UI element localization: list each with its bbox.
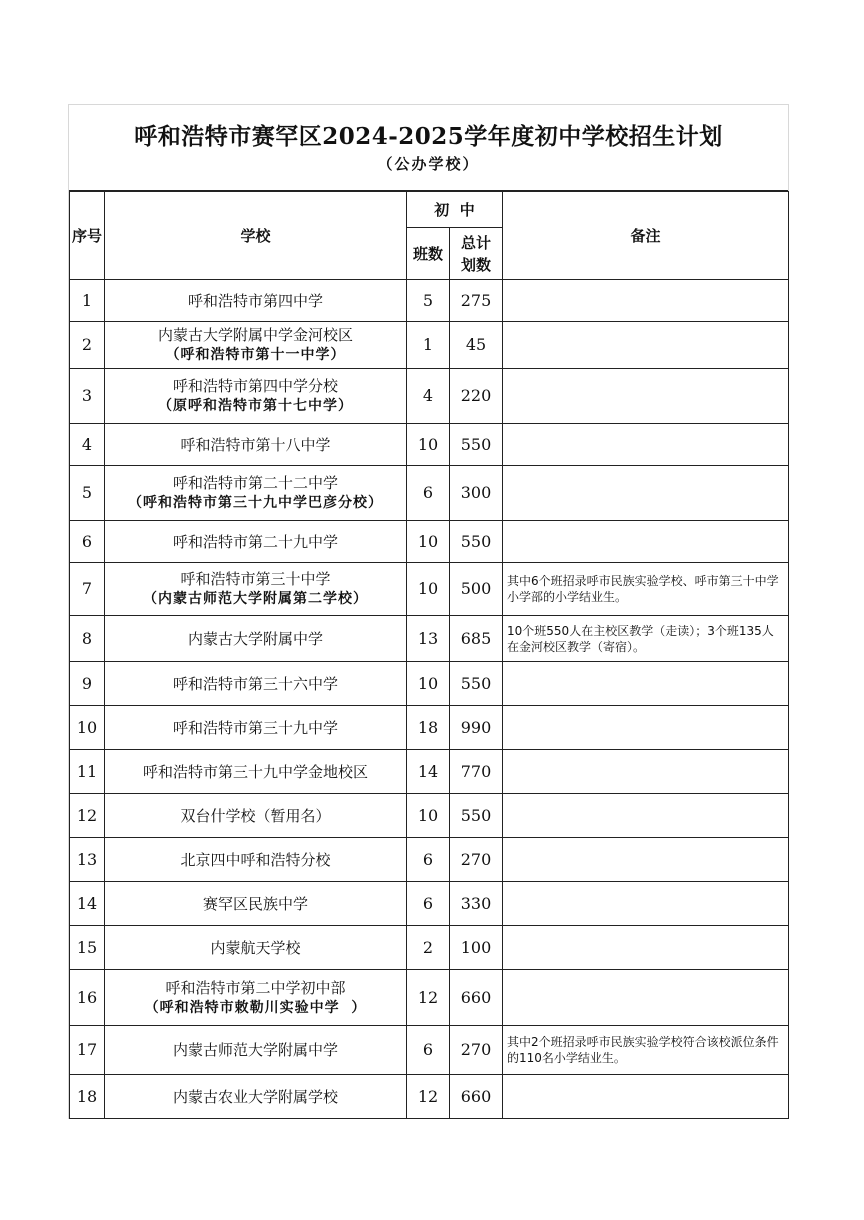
row-total: 990 — [450, 706, 503, 750]
row-classes: 10 — [407, 794, 450, 838]
header-classes: 班数 — [407, 228, 450, 280]
table-row — [70, 662, 789, 706]
row-classes: 2 — [407, 926, 450, 970]
document-title: 呼和浩特市赛罕区2024-2025学年度初中学校招生计划 — [134, 123, 723, 150]
row-remarks — [503, 882, 789, 926]
row-remarks — [503, 369, 789, 424]
row-total: 300 — [450, 466, 503, 521]
row-total: 500 — [450, 563, 503, 616]
row-remarks — [503, 466, 789, 521]
school-name: 呼和浩特市第四中学分校 — [172, 377, 338, 395]
enrollment-table — [69, 191, 789, 1119]
row-school — [105, 616, 407, 662]
table-row — [70, 322, 789, 369]
school-name: 呼和浩特市第三十九中学 — [172, 718, 338, 737]
school-name: 呼和浩特市第四中学 — [187, 291, 323, 310]
row-seq: 7 — [70, 563, 105, 616]
row-classes: 6 — [407, 882, 450, 926]
row-seq: 15 — [70, 926, 105, 970]
row-seq: 17 — [70, 1026, 105, 1075]
school-name: 赛罕区民族中学 — [202, 894, 308, 913]
table-row — [70, 466, 789, 521]
row-school — [105, 424, 407, 466]
row-classes: 18 — [407, 706, 450, 750]
row-school — [105, 466, 407, 521]
row-remarks — [503, 424, 789, 466]
row-school — [105, 280, 407, 322]
row-classes: 13 — [407, 616, 450, 662]
row-school — [105, 322, 407, 369]
row-total: 330 — [450, 882, 503, 926]
row-remarks — [503, 662, 789, 706]
document-subtitle: （公办学校） — [377, 155, 480, 173]
row-school — [105, 1075, 407, 1119]
school-name: 内蒙古大学附属中学 — [187, 629, 323, 648]
row-seq: 5 — [70, 466, 105, 521]
row-school — [105, 838, 407, 882]
row-classes: 4 — [407, 369, 450, 424]
row-classes: 6 — [407, 466, 450, 521]
row-remarks — [503, 521, 789, 563]
row-classes: 5 — [407, 280, 450, 322]
row-seq: 4 — [70, 424, 105, 466]
row-seq: 12 — [70, 794, 105, 838]
row-seq: 18 — [70, 1075, 105, 1119]
row-classes: 1 — [407, 322, 450, 369]
row-school — [105, 926, 407, 970]
row-remarks: 其中6个班招录呼市民族实验学校、呼市第三十中学小学部的小学结业生。 — [503, 563, 789, 616]
row-total: 685 — [450, 616, 503, 662]
table-row — [70, 563, 789, 616]
school-former-name: （呼和浩特市敕勒川实验中学 ） — [144, 999, 367, 1016]
row-total: 770 — [450, 750, 503, 794]
row-seq: 8 — [70, 616, 105, 662]
row-seq: 16 — [70, 970, 105, 1026]
school-name: 内蒙航天学校 — [210, 938, 301, 957]
header-seq: 序号 — [70, 192, 105, 280]
row-school — [105, 563, 407, 616]
row-classes: 10 — [407, 521, 450, 563]
table-row — [70, 926, 789, 970]
row-remarks — [503, 970, 789, 1026]
row-remarks — [503, 794, 789, 838]
row-remarks — [503, 322, 789, 369]
row-seq: 13 — [70, 838, 105, 882]
row-school — [105, 369, 407, 424]
header-remarks: 备注 — [503, 192, 789, 280]
row-total: 550 — [450, 794, 503, 838]
school-name: 呼和浩特市第二十二中学 — [172, 474, 338, 492]
table-row — [70, 280, 789, 322]
row-classes: 10 — [407, 662, 450, 706]
row-seq: 2 — [70, 322, 105, 369]
row-school — [105, 706, 407, 750]
row-total: 270 — [450, 1026, 503, 1075]
table-row — [70, 750, 789, 794]
row-seq: 1 — [70, 280, 105, 322]
school-former-name: （呼和浩特市第三十九中学巴彦分校） — [128, 495, 383, 511]
school-name: 北京四中呼和浩特分校 — [180, 850, 331, 869]
school-name: 内蒙古师范大学附属中学 — [172, 1041, 338, 1059]
row-total: 550 — [450, 424, 503, 466]
table-row — [70, 369, 789, 424]
school-name: 内蒙古大学附属中学金河校区 — [157, 326, 353, 344]
row-remarks — [503, 1075, 789, 1119]
row-seq: 14 — [70, 882, 105, 926]
table-row — [70, 882, 789, 926]
row-total: 275 — [450, 280, 503, 322]
table-row — [70, 838, 789, 882]
row-remarks — [503, 706, 789, 750]
title-block — [69, 105, 788, 191]
row-school — [105, 750, 407, 794]
school-former-name: （原呼和浩特市第十七中学） — [158, 398, 353, 414]
school-name: 呼和浩特市第二中学初中部 — [165, 978, 346, 997]
row-total: 550 — [450, 521, 503, 563]
table-row — [70, 521, 789, 563]
table-row — [70, 794, 789, 838]
school-former-name: （呼和浩特市第十一中学） — [165, 347, 346, 363]
row-seq: 11 — [70, 750, 105, 794]
table-body — [70, 280, 789, 1119]
row-classes: 12 — [407, 970, 450, 1026]
row-classes: 10 — [407, 424, 450, 466]
table-row — [70, 424, 789, 466]
row-remarks — [503, 926, 789, 970]
row-remarks — [503, 838, 789, 882]
row-total: 550 — [450, 662, 503, 706]
row-total: 100 — [450, 926, 503, 970]
row-total: 270 — [450, 838, 503, 882]
row-classes: 6 — [407, 1026, 450, 1075]
row-remarks: 10个班550人在主校区教学（走读）；3个班135人在金河校区教学（寄宿）。 — [503, 616, 789, 662]
row-school — [105, 1026, 407, 1075]
school-name: 内蒙古农业大学附属学校 — [172, 1087, 338, 1106]
table-row — [70, 1075, 789, 1119]
row-school — [105, 662, 407, 706]
row-total: 660 — [450, 1075, 503, 1119]
school-name: 呼和浩特市第三十中学 — [180, 570, 331, 588]
school-name: 呼和浩特市第二十九中学 — [172, 532, 338, 551]
row-total: 220 — [450, 369, 503, 424]
row-total: 45 — [450, 322, 503, 369]
row-total: 660 — [450, 970, 503, 1026]
table-row — [70, 1026, 789, 1075]
school-name: 双台什学校（暂用名） — [180, 806, 331, 825]
plan-sheet — [68, 104, 789, 1119]
row-remarks — [503, 750, 789, 794]
row-classes: 6 — [407, 838, 450, 882]
row-remarks: 其中2个班招录呼市民族实验学校符合该校派位条件的110名小学结业生。 — [503, 1026, 789, 1075]
row-school — [105, 882, 407, 926]
header-school: 学校 — [105, 192, 407, 280]
header-total: 总计 划数 — [450, 228, 503, 280]
table-row — [70, 616, 789, 662]
table-row — [70, 970, 789, 1026]
row-school — [105, 521, 407, 563]
row-seq: 3 — [70, 369, 105, 424]
row-classes: 14 — [407, 750, 450, 794]
school-name: 呼和浩特市第十八中学 — [180, 435, 331, 454]
row-school — [105, 794, 407, 838]
school-name: 呼和浩特市第三十六中学 — [172, 674, 338, 693]
row-remarks — [503, 280, 789, 322]
row-seq: 9 — [70, 662, 105, 706]
table-row — [70, 706, 789, 750]
row-classes: 12 — [407, 1075, 450, 1119]
header-group: 初 中 — [407, 192, 503, 228]
school-name: 呼和浩特市第三十九中学金地校区 — [142, 762, 368, 781]
row-seq: 6 — [70, 521, 105, 563]
row-classes: 10 — [407, 563, 450, 616]
school-former-name: （内蒙古师范大学附属第二学校） — [143, 591, 368, 607]
row-school — [105, 970, 407, 1026]
row-seq: 10 — [70, 706, 105, 750]
